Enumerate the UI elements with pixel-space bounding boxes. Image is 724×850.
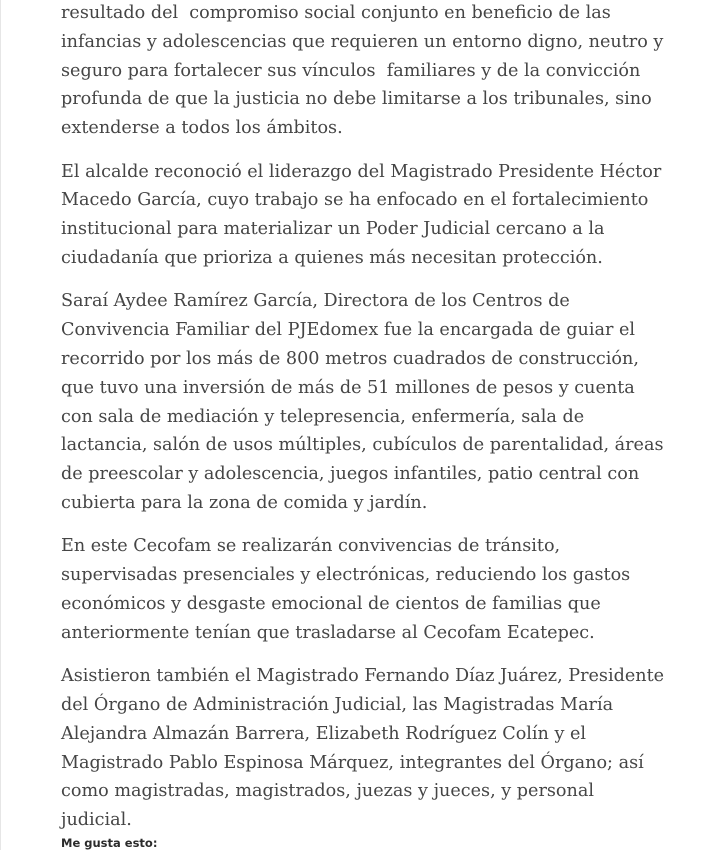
paragraph-1: resultado del compromiso social conjunto en beneficio de las infancias y adolescencias que requieren un entorno digno, neutro y seguro para fortalecer sus vínculos familiares y de la convicción profunda de que la justicia no debe limitarse a los tribunales, sino extenderse a todos los ámbitos. bbox=[61, 3, 669, 139]
paragraph-5: Asistieron también el Magistrado Fernando Díaz Juárez, Presidente del Órgano de Administración Judicial, las Magistradas María Alejandra Almazán Barrera, Elizabeth Rodríguez Colín y el Magistrado Pablo Espinosa Márquez, integrantes del Órgano; así como magistradas, magistrados, juezas y jueces, y personal judicial. bbox=[61, 666, 670, 831]
paragraph-2: El alcalde reconoció el liderazgo del Magistrado Presidente Héctor Macedo García, cuyo trabajo se ha enfocado en el fortalecimiento institucional para materializar un Poder Judicial cercano a la ciudadanía que prioriza a quienes más necesitan protección. bbox=[61, 161, 667, 268]
likes-section-title: Me gusta esto: bbox=[61, 836, 158, 850]
page-left-border bbox=[0, 0, 1, 850]
paragraph-4: En este Cecofam se realizarán convivencias de tránsito, supervisadas presenciales y electrónicas, reduciendo los gastos económicos y desgaste emocional de cientos de familias que anteriormente tenían que trasladarse al Cecofam Ecatepec. bbox=[61, 536, 636, 643]
paragraph-3: Saraí Aydee Ramírez García, Directora de los Centros de Convivencia Familiar del PJEdomex fue la encargada de guiar el recorrido por los más de 800 metros cuadrados de construcción, que tuvo una inversión de más de 51 millones de pesos y cuenta con sala de mediación y telepresencia, enfermería, sala de lactancia, salón de usos múltiples, cubículos de parentalidad, áreas de preescolar y adolescencia, juegos infantiles, patio central con cubierta para la zona de comida y jardín. bbox=[61, 291, 670, 513]
article-body bbox=[61, 0, 669, 849]
